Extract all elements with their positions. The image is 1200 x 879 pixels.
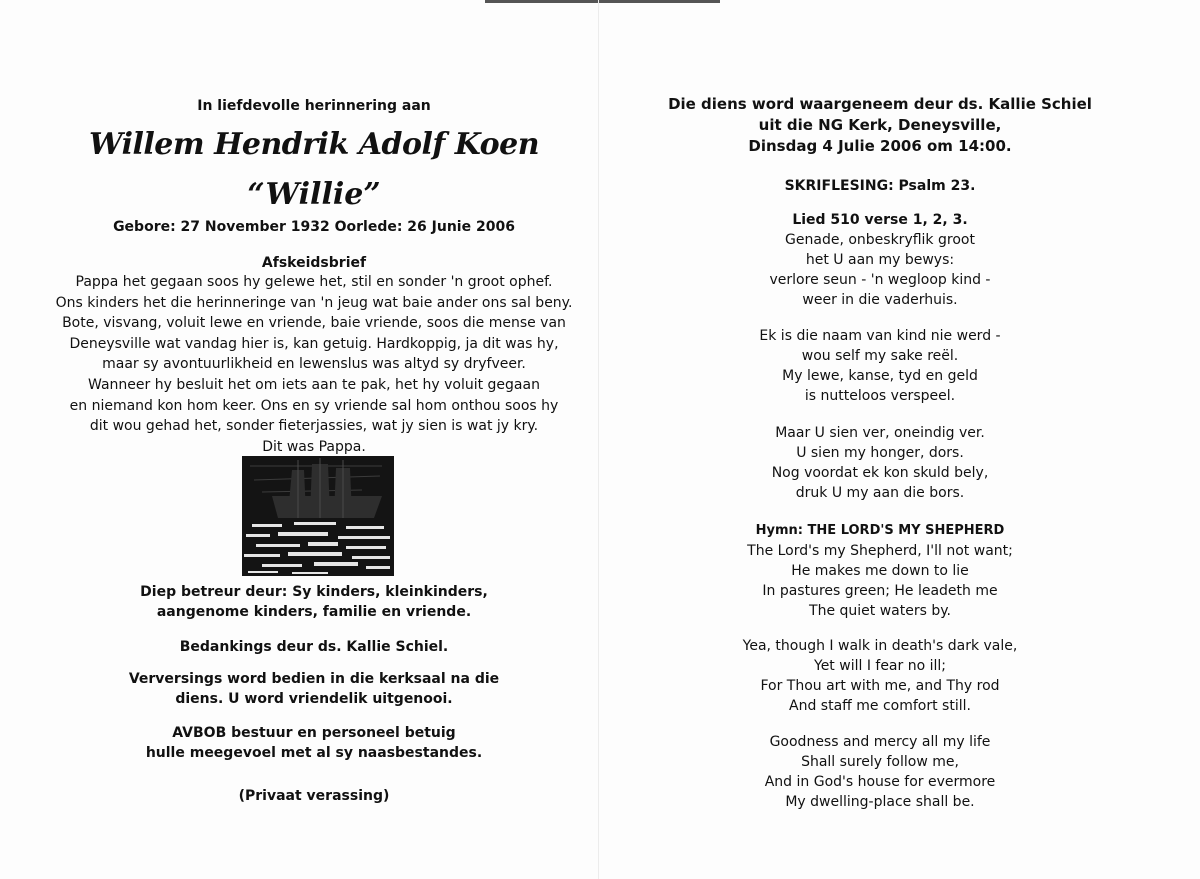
letter-line: Dit was Pappa. — [262, 438, 366, 455]
avbob-line: hulle meegevoel met al sy naasbestandes. — [145, 745, 483, 761]
letter-line: maar sy avontuurlikheid en lewenslus was altyd sy dryfveer. — [102, 356, 526, 373]
verse-line: het U aan my bewys: — [805, 252, 955, 268]
intro-text: In liefdevolle herinnering aan — [197, 98, 431, 114]
right-page — [610, 0, 1150, 879]
sailing-ship-photo — [242, 456, 394, 576]
letter-line: Wanneer hy besluit het om iets aan te pak, het hy voluit gegaan — [88, 376, 540, 393]
hymn2-verse — [610, 636, 1150, 716]
avbob-condolence — [40, 723, 588, 763]
farewell-letter — [40, 272, 588, 457]
verse-line: In pastures green; He leadeth me — [762, 583, 998, 599]
mourned-line: aangenome kinders, familie en vriende. — [156, 604, 472, 620]
verse-line: weer in die vaderhuis. — [802, 292, 958, 308]
hymn1-verse — [610, 326, 1150, 406]
verse-line: Shall surely follow me, — [801, 754, 959, 770]
deceased-name: Willem Hendrik Adolf Koen — [88, 127, 540, 162]
hymn1-verse — [610, 230, 1150, 310]
refreshments-line: Verversings word bedien in die kerksaal na die — [128, 671, 500, 687]
service-line: Die diens word waargeneem deur ds. Kallie Schiel — [668, 95, 1092, 113]
thanks: Bedankings deur ds. Kallie Schiel. — [179, 639, 449, 655]
hymn1-title: Lied 510 verse 1, 2, 3. — [792, 212, 968, 228]
letter-line: dit wou gehad het, sonder fieterjassies, wat jy sien is wat jy kry. — [89, 418, 539, 435]
cremation-note: (Privaat verassing) — [238, 788, 390, 804]
verse-line: My dwelling-place shall be. — [785, 794, 975, 810]
verse-line: Genade, onbeskryflik groot — [785, 232, 975, 248]
hymn2-title: Hymn: THE LORD'S MY SHEPHERD — [755, 523, 1005, 538]
verse-line: U sien my honger, dors. — [796, 445, 964, 461]
letter-line: Deneysville wat vandag hier is, kan getuig. Hardkoppig, ja dit was hy, — [69, 335, 559, 352]
verse-line: Yet will I fear no ill; — [814, 658, 946, 674]
letter-line: Bote, visvang, voluit lewe en vriende, baie vriende, soos die mense van — [62, 315, 566, 332]
verse-line: Ek is die naam van kind nie werd - — [759, 328, 1001, 344]
verse-line: Yea, though I walk in death's dark vale, — [742, 638, 1018, 654]
service-line: Dinsdag 4 Julie 2006 om 14:00. — [748, 137, 1012, 155]
verse-line: Maar U sien ver, oneindig ver. — [775, 425, 985, 441]
page-fold — [598, 0, 599, 879]
mourned-by — [40, 582, 588, 622]
letter-line: Ons kinders het die herinneringe van 'n jeug wat baie ander ons sal beny. — [55, 294, 573, 311]
verse-line: The quiet waters by. — [809, 603, 951, 619]
letter-line: Pappa het gegaan soos hy gelewe het, stil en sonder 'n groot ophef. — [75, 274, 553, 290]
verse-line: wou self my sake reël. — [801, 348, 959, 364]
hymn1-verse — [610, 423, 1150, 503]
verse-line: Nog voordat ek kon skuld bely, — [771, 465, 989, 481]
service-line: uit die NG Kerk, Deneysville, — [758, 116, 1002, 134]
verse-line: verlore seun - 'n wegloop kind - — [769, 272, 991, 288]
letter-line: en niemand kon hom keer. Ons en sy vriende sal hom onthou soos hy — [69, 397, 559, 414]
letter-title: Afskeidsbrief — [261, 255, 367, 271]
verse-line: druk U my aan die bors. — [795, 485, 965, 501]
verse-line: My lewe, kanse, tyd en geld — [782, 368, 978, 384]
hymn2-verse — [610, 732, 1150, 812]
left-page — [40, 0, 588, 879]
hymn2-verse — [610, 541, 1150, 621]
sailing-ship-image — [242, 456, 394, 576]
verse-line: He makes me down to lie — [791, 563, 969, 579]
refreshments — [40, 669, 588, 709]
avbob-line: AVBOB bestuur en personeel betuig — [172, 725, 456, 741]
birth-death-dates: Gebore: 27 November 1932 Oorlede: 26 Junie 2006 — [113, 219, 515, 235]
verse-line: And staff me comfort still. — [789, 698, 971, 714]
verse-line: is nutteloos verspeel. — [804, 388, 956, 404]
verse-line: And in God's house for evermore — [764, 774, 996, 790]
verse-line: Goodness and mercy all my life — [769, 734, 991, 750]
verse-line: For Thou art with me, and Thy rod — [760, 678, 1000, 694]
nickname: “Willie” — [247, 177, 381, 212]
refreshments-line: diens. U word vriendelik uitgenooi. — [175, 691, 453, 707]
scripture-reading: SKRIFLESING: Psalm 23. — [784, 178, 976, 194]
service-details — [610, 94, 1150, 157]
mourned-line: Diep betreur deur: Sy kinders, kleinkinders, — [140, 584, 488, 600]
verse-line: The Lord's my Shepherd, I'll not want; — [747, 543, 1013, 559]
